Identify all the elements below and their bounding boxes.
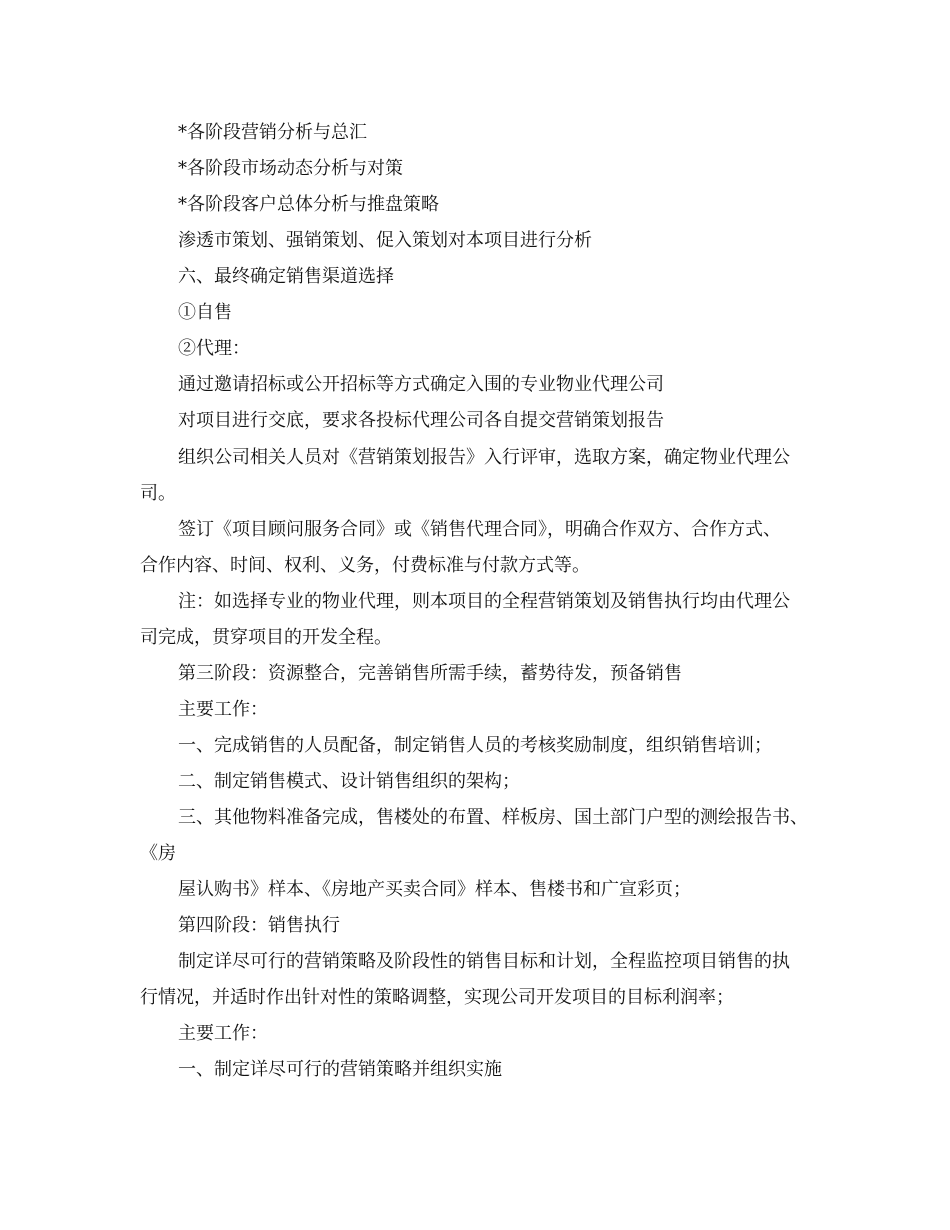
text-line: 主要工作： [178,1023,268,1044]
paragraph-line: 行情况，并适时作出针对性的策略调整，实现公司开发项目的目标利润率； [140,987,734,1008]
text-line: 二、制定销售模式、设计销售组织的架构； [178,771,520,792]
paragraph-line: 制定详尽可行的营销策略及阶段性的销售目标和计划，全程监控项目销售的执 [178,951,790,972]
text-line: 一、完成销售的人员配备，制定销售人员的考核奖励制度，组织销售培训； [178,735,772,756]
paragraph-line: 司。 [140,483,176,504]
paragraph-line: 《房 [140,843,176,864]
paragraph-line: 三、其他物料准备完成，售楼处的布置、样板房、国土部门户型的测绘报告书、 [178,807,808,828]
text-line: *各阶段客户总体分析与推盘策略 [178,194,439,215]
text-line: 对项目进行交底，要求各投标代理公司各自提交营销策划报告 [178,410,664,431]
text-line: 通过邀请招标或公开招标等方式确定入围的专业物业代理公司 [178,374,664,395]
section-heading: 第三阶段：资源整合，完善销售所需手续，蓄势待发，预备销售 [178,663,682,684]
section-heading: 第四阶段：销售执行 [178,915,340,936]
text-line: *各阶段市场动态分析与对策 [178,158,403,179]
paragraph-line: 组织公司相关人员对《营销策划报告》入行评审，选取方案，确定物业代理公 [178,447,790,468]
text-line: 渗透市策划、强销策划、促入策划对本项目进行分析 [178,230,592,251]
paragraph-line: 签订《项目顾问服务合同》或《销售代理合同》，明确合作双方、合作方式、 [178,519,781,540]
paragraph-line: 注：如选择专业的物业代理，则本项目的全程营销策划及销售执行均由代理公 [178,591,790,612]
text-line: ①自售 [178,302,232,323]
text-line: *各阶段营销分析与总汇 [178,122,367,143]
text-line: 主要工作： [178,699,268,720]
paragraph-line: 屋认购书》样本、《房地产买卖合同》样本、售楼书和广宣彩页； [178,879,691,900]
paragraph-line: 司完成，贯穿项目的开发全程。 [140,627,392,648]
paragraph-line: 合作内容、时间、权利、义务，付费标准与付款方式等。 [140,555,590,576]
text-line: 一、制定详尽可行的营销策略并组织实施 [178,1059,502,1080]
section-heading: 六、最终确定销售渠道选择 [178,266,394,287]
text-line: ②代理： [178,338,250,359]
